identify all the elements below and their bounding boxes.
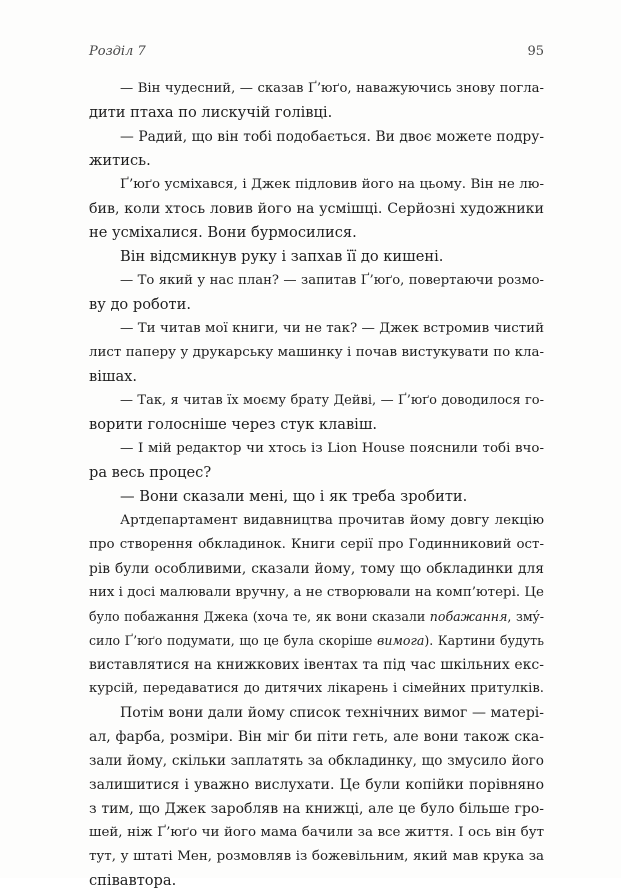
chapter-label: Розділ 7 (89, 44, 146, 59)
italic-emphasis: побажання (429, 609, 508, 624)
text-segment: , змý- (507, 609, 544, 624)
text-segment: сило Ґ’юґо подумати, що це була скоріше (89, 633, 378, 648)
body-text (89, 77, 544, 893)
text-line: ра весь процес? (89, 464, 212, 481)
text-line: ву до роботи. (89, 296, 191, 313)
text-line: шей, ніж Ґ’юґо чи його мама бачили за все життя. І ось він бут (89, 825, 544, 840)
text-line: — Вони сказали мені, що і як треба зробити. (120, 488, 468, 505)
text-line: не усміхалися. Вони бурмосилися. (89, 224, 357, 241)
text-line: вішах. (89, 368, 138, 385)
italic-emphasis: вимога (377, 633, 425, 648)
text-line: — То який у нас план? — запитав Ґ’юґо, повертаючи розмо- (120, 273, 544, 288)
text-line: співавтора. (89, 872, 177, 889)
text-line: рів були особливими, сказали йому, тому що обкладинки для (89, 561, 544, 577)
text-line (89, 605, 544, 629)
text-line (89, 629, 544, 653)
text-line: житись. (89, 152, 151, 169)
text-line: — Ти читав мої книги, чи не так? — Джек встромив чистий (120, 321, 544, 336)
text-line: — Він чудесний, — сказав Ґ’юґо, наважуючись знову погла- (120, 81, 544, 96)
text-line: з тим, що Джек заробляв на книжці, але це було більше гро- (89, 801, 544, 817)
text-segment: ). Картини будуть (424, 633, 544, 648)
text-line: бив, коли хтось ловив його на усмішці. Серйозні художники (89, 201, 544, 217)
text-line: Ґ’юґо усміхався, і Джек підловив його на цьому. Він не лю- (120, 177, 544, 192)
text-line: зали йому, скільки заплатять за обкладинку, що змусило його (89, 753, 544, 769)
text-line: дити птаха по лискучій голівці. (89, 104, 333, 121)
text-line: виставлятися на книжкових івентах та під час шкільних екс- (89, 657, 544, 673)
page-number: 95 (527, 44, 544, 59)
running-header (89, 44, 544, 64)
text-line: залишитися і уважно вислухати. Це були копійки порівняно (89, 777, 544, 793)
text-line: — І мій редактор чи хтось із Lion House пояснили тобі вчо- (120, 441, 544, 456)
text-line: курсій, передаватися до дитячих лікарень і сімейних притулків. (89, 681, 544, 696)
text-line: Потім вони дали йому список технічних вимог — матері- (120, 705, 544, 721)
text-line: Артдепартамент видавництва прочитав йому довгу лекцію (120, 513, 544, 528)
text-segment: було побажання Джека (хоча те, як вони сказали (89, 609, 430, 624)
text-line: ал, фарба, розміри. Він міг би піти геть, але вони також ска- (89, 729, 544, 745)
text-line: тут, у штаті Мен, розмовляв із божевільним, який мав крука за (89, 849, 544, 864)
text-line: них і досі малювали вручну, а не створювали на комп’ютері. Це (89, 585, 544, 600)
text-line: ворити голосніше через стук клавіш. (89, 416, 378, 433)
text-line: — Так, я читав їх моєму брату Дейві, — Ґ’юґо доводилося го- (120, 393, 544, 408)
text-line: про створення обкладинок. Книги серії про Годинниковий ост- (89, 537, 544, 552)
text-line: лист паперу у друкарську машинку і почав вистукувати по кла- (89, 345, 544, 360)
text-line: — Радий, що він тобі подобається. Ви двоє можете подру- (120, 129, 544, 145)
text-line: Він відсмикнув руку і запхав її до кишені. (120, 248, 444, 265)
